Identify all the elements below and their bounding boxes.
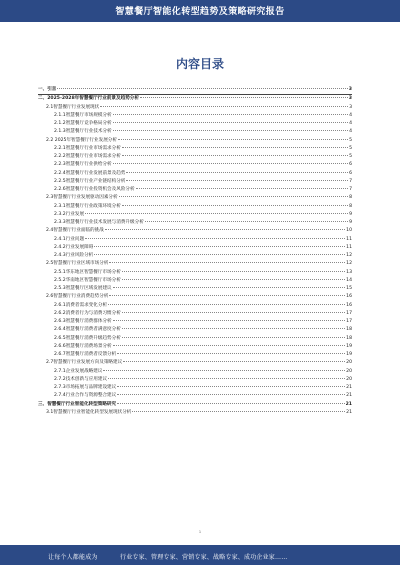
toc-leader-dots <box>122 312 345 313</box>
toc-entry-page: 11 <box>346 244 352 250</box>
toc-entry[interactable] <box>38 302 352 310</box>
toc-entry-page: 3 <box>348 96 352 102</box>
toc-leader-dots <box>140 97 348 98</box>
toc-entry-label: 2.6.6智慧餐厅消费场景分析 <box>54 343 112 349</box>
toc-leader-dots <box>122 155 348 156</box>
toc-leader-dots <box>118 139 348 140</box>
toc-leader-dots <box>109 262 345 263</box>
toc-entry-label: 2.4.1行业问题 <box>54 236 85 242</box>
toc-leader-dots <box>113 320 346 321</box>
toc-entry-label: 2.4.2行业发展障碍 <box>54 244 94 250</box>
toc-entry-label: 2.1智慧餐厅行业发展现状 <box>46 104 100 110</box>
toc-leader-dots <box>117 394 345 395</box>
toc-entry-page: 17 <box>346 310 352 316</box>
toc-entry-page: 13 <box>346 269 352 275</box>
toc-entry[interactable] <box>38 161 352 169</box>
toc-entry-page: 21 <box>345 401 352 407</box>
toc-leader-dots <box>105 229 345 230</box>
toc-entry[interactable] <box>38 153 352 161</box>
toc-entry[interactable] <box>38 227 352 235</box>
toc-entry-label: 3.1智慧餐厅行业智能化转型发展现状分析 <box>46 409 132 415</box>
toc-entry-label: 2.7.4行业合作与资源整合建议 <box>54 393 117 399</box>
toc-leader-dots <box>136 188 348 189</box>
toc-leader-dots <box>108 304 345 305</box>
toc-entry[interactable] <box>38 359 352 367</box>
toc-entry[interactable] <box>38 236 352 244</box>
toc-entry-page: 8 <box>349 195 352 201</box>
toc-entry[interactable] <box>38 368 352 376</box>
toc-entry-page: 9 <box>349 211 352 217</box>
toc-entry-label: 2.3智慧餐厅行业发展驱动因素分析 <box>46 195 118 201</box>
toc-leader-dots <box>85 213 348 214</box>
toc-entry[interactable] <box>38 335 352 343</box>
toc-entry[interactable] <box>38 351 352 359</box>
toc-entry-page: 21 <box>346 393 352 399</box>
toc-entry-page: 4 <box>349 121 352 126</box>
toc-entry[interactable] <box>38 194 352 202</box>
report-title: 智慧餐厅智能化转型趋势及策略研究报告 <box>115 7 285 17</box>
toc-entry[interactable] <box>38 310 352 318</box>
toc-entry-label: 二、2025-2028年智慧餐厅行业前景及趋势分析 <box>38 96 139 102</box>
toc-entry-page: 4 <box>349 129 352 135</box>
toc-entry-label: 2.7.3市场拓展与品牌建设建议 <box>54 385 117 390</box>
toc-entry-page: 16 <box>346 294 352 300</box>
toc-entry[interactable] <box>38 112 352 120</box>
toc-entry-page: 8 <box>349 203 352 209</box>
toc-leader-dots <box>122 147 348 148</box>
toc-leader-dots <box>113 130 348 131</box>
toc-entry-page: 6 <box>349 170 352 176</box>
toc-entry-page: 20 <box>346 368 352 374</box>
table-of-contents <box>38 86 352 417</box>
toc-leader-dots <box>94 254 345 255</box>
toc-leader-dots <box>122 279 345 280</box>
toc-leader-dots <box>57 88 347 89</box>
toc-entry[interactable] <box>38 409 352 417</box>
toc-entry-label: 2.2.5智慧餐厅行业产业链结构分析 <box>54 178 126 184</box>
toc-entry-label: 三、智慧餐厅行业智能化转型策略研究 <box>38 401 117 407</box>
toc-entry-page: 20 <box>346 376 352 382</box>
toc-entry[interactable] <box>38 178 352 186</box>
toc-entry[interactable] <box>38 170 352 178</box>
toc-leader-dots <box>117 403 344 404</box>
toc-entry[interactable] <box>38 104 352 112</box>
toc-entry-label: 2.3.3智慧餐厅行业技术发展与消费升级分析 <box>54 220 144 225</box>
toc-entry-label: 2.5.2华南地区智慧餐厅市场分析 <box>54 277 121 283</box>
toc-entry[interactable] <box>38 260 352 268</box>
toc-leader-dots <box>109 295 345 296</box>
toc-leader-dots <box>145 221 348 222</box>
toc-entry[interactable] <box>38 219 352 227</box>
toc-entry-label: 2.6.2消费者行为与消费习惯分析 <box>54 310 121 316</box>
toc-entry-page: 7 <box>349 178 352 184</box>
toc-entry-page: 9 <box>349 220 352 225</box>
toc-entry[interactable] <box>38 203 352 211</box>
toc-entry-page: 12 <box>346 261 352 267</box>
toc-leader-dots <box>117 353 345 354</box>
toc-leader-dots <box>123 361 345 362</box>
toc-entry[interactable] <box>38 95 352 103</box>
toc-leader-dots <box>113 345 346 346</box>
toc-leader-dots <box>126 172 348 173</box>
toc-entry-label: 2.6.4智慧餐厅消费者满意度分析 <box>54 327 121 333</box>
toc-leader-dots <box>113 287 346 288</box>
toc-entry[interactable] <box>38 211 352 219</box>
toc-entry-label: 2.3.2行业发展 <box>54 211 85 217</box>
toc-leader-dots <box>119 196 348 197</box>
page-number: 1 <box>198 530 202 534</box>
toc-leader-dots <box>94 246 345 247</box>
toc-entry-label: 2.7.2技术创新与应用建议 <box>54 376 108 382</box>
toc-entry-page: 5 <box>349 137 352 143</box>
toc-entry-label: 2.2.4智慧餐厅行业发展前景及趋势 <box>54 170 126 176</box>
toc-entry-label: 2.2 2025年智慧餐厅行业发展分析 <box>46 137 117 143</box>
toc-entry-label: 2.6智慧餐厅行业消费趋势分析 <box>46 294 109 300</box>
toc-leader-dots <box>100 106 348 107</box>
toc-entry[interactable] <box>38 376 352 384</box>
toc-entry[interactable] <box>38 86 352 95</box>
toc-entry-label: 2.2.6智慧餐厅行业投资机会及风险分析 <box>54 187 135 192</box>
toc-entry-label: 2.2.1智慧餐厅行业市场需求分析 <box>54 145 121 151</box>
toc-entry-page: 19 <box>346 343 352 349</box>
toc-entry-page: 19 <box>346 352 352 357</box>
toc-entry-page: 12 <box>346 253 352 258</box>
toc-leader-dots <box>103 370 345 371</box>
toc-entry[interactable] <box>38 145 352 153</box>
toc-entry-page: 18 <box>346 335 352 341</box>
toc-entry-page: 20 <box>346 360 352 366</box>
toc-entry-label: 2.7.1企业发展战略建议 <box>54 368 103 374</box>
toc-entry-label: 2.6.3智慧餐厅消费群体分析 <box>54 319 112 324</box>
toc-entry[interactable] <box>38 384 352 392</box>
toc-leader-dots <box>113 122 348 123</box>
toc-leader-dots <box>113 114 348 115</box>
toc-entry-label: 2.4.3行业风险分析 <box>54 253 94 258</box>
toc-leader-dots <box>122 337 345 338</box>
toc-entry[interactable] <box>38 128 352 136</box>
toc-entry-page: 5 <box>349 154 352 159</box>
toc-entry-label: 2.1.2智慧餐厅竞争格局分析 <box>54 121 112 126</box>
toc-entry[interactable] <box>38 269 352 277</box>
toc-entry-page: 3 <box>349 104 352 110</box>
toc-entry[interactable] <box>38 326 352 334</box>
toc-entry[interactable] <box>38 285 352 293</box>
footer-slogan-right: 行业专家、管理专家、营销专家、战略专家、成功企业家…… <box>120 554 288 561</box>
toc-entry-label: 2.7智慧餐厅行业发展方向及策略建议 <box>46 360 123 366</box>
toc-entry-page: 3 <box>348 87 352 92</box>
report-header-bar <box>0 0 400 22</box>
toc-entry-label: 2.3.1智慧餐厅行业政策环境分析 <box>54 203 121 209</box>
toc-leader-dots <box>132 411 345 412</box>
toc-entry[interactable] <box>38 318 352 326</box>
toc-entry-label: 2.5智慧餐厅行业区域市场分析 <box>46 261 109 267</box>
toc-leader-dots <box>108 378 345 379</box>
toc-entry[interactable] <box>38 137 352 145</box>
toc-entry[interactable] <box>38 244 352 252</box>
toc-entry-label: 2.6.5智慧餐厅消费升级趋势分析 <box>54 335 121 341</box>
toc-leader-dots <box>122 328 345 329</box>
toc-leader-dots <box>126 180 348 181</box>
toc-entry[interactable] <box>38 401 352 409</box>
toc-entry[interactable] <box>38 343 352 351</box>
toc-entry-page: 10 <box>346 228 352 234</box>
toc-entry-label: 2.1.3智慧餐厅行业技术分析 <box>54 129 112 135</box>
toc-entry-page: 16 <box>346 302 352 308</box>
toc-entry-page: 6 <box>349 162 352 168</box>
toc-entry-page: 5 <box>349 145 352 151</box>
toc-leader-dots <box>117 386 345 387</box>
toc-entry-label: 2.2.3智慧餐厅行业供给分析 <box>54 162 112 168</box>
toc-entry-label: 2.6.1消费者需求变化分析 <box>54 302 108 308</box>
toc-entry-page: 11 <box>346 236 352 242</box>
toc-entry-page: 4 <box>349 112 352 118</box>
toc-leader-dots <box>85 238 345 239</box>
toc-entry-page: 7 <box>349 187 352 192</box>
toc-entry-page: 18 <box>346 327 352 333</box>
toc-entry[interactable] <box>38 277 352 285</box>
toc-leader-dots <box>122 205 348 206</box>
toc-entry-page: 14 <box>346 277 352 283</box>
toc-entry-label: 2.5.1华东地区智慧餐厅市场分析 <box>54 269 121 275</box>
toc-entry-page: 15 <box>346 286 352 291</box>
toc-leader-dots <box>122 271 345 272</box>
toc-entry-label: 2.4智慧餐厅行业面临的挑战 <box>46 228 104 234</box>
toc-entry-label: 2.1.1智慧餐厅市场规模分析 <box>54 112 112 118</box>
report-footer-bar <box>0 545 400 565</box>
toc-leader-dots <box>113 163 348 164</box>
toc-entry-label: 2.6.7智慧餐厅消费者反馈分析 <box>54 352 117 357</box>
toc-entry[interactable] <box>38 392 352 400</box>
toc-entry-page: 17 <box>346 319 352 324</box>
toc-entry-label: 2.2.2智慧餐厅行业市场需求分析 <box>54 154 121 159</box>
toc-heading: 内容目录 <box>175 57 224 71</box>
toc-entry[interactable] <box>38 186 352 194</box>
toc-entry-page: 21 <box>346 385 352 390</box>
footer-slogan-left: 让每个人都能成为 <box>48 554 98 561</box>
toc-entry-label: 一、引言 <box>38 87 57 92</box>
toc-entry-page: 21 <box>346 409 352 415</box>
toc-entry-label: 2.5.3智慧餐厅区域发展建议 <box>54 286 112 291</box>
toc-entry[interactable] <box>38 252 352 260</box>
toc-entry[interactable] <box>38 120 352 128</box>
toc-entry[interactable] <box>38 293 352 301</box>
